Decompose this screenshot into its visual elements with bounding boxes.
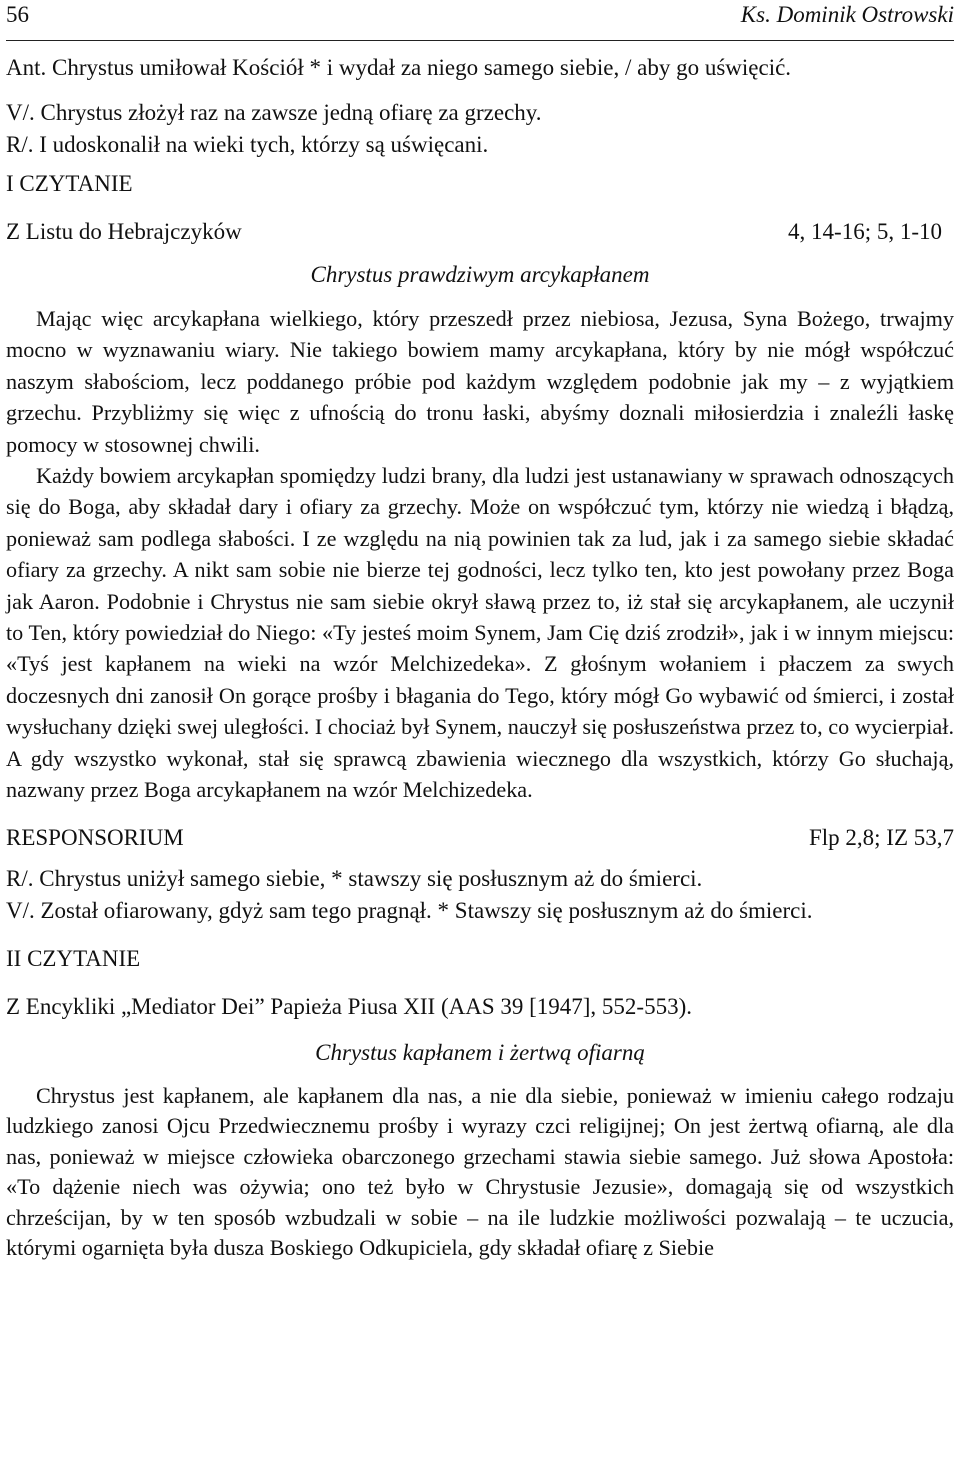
- responsorium-versicle: V/. Został ofiarowany, gdyż sam tego pragnął. * Stawszy się posłusznym aż do śmierci.: [6, 897, 813, 923]
- reading2-paragraph: Chrystus jest kapłanem, ale kapłanem dla nas, a nie dla siebie, ponieważ w imieniu całego rodzaju ludzkiego zanosi Ojcu Przedwiecznemu prośby i wyrazy czci religijnej; On jest żertwą ofiarną, ale dla nas, ponieważ w miejsce człowieka obarczonego grzechami stawia siebie samego. Już słowa Apostoła: «To dążenie niech was ożywia; ono też było w Chrystusie Jezusie», domagają się od wszystkich chrześcijan, by w ten sposób wzbudzali w sobie – na ile ludzkie możliwości pozwalają – te uczucia, którymi ogarnięta była dusza Boskiego Odkupiciela, gdy składał ofiarę z Siebie: [6, 1082, 954, 1261]
- reading2-heading: II CZYTANIE: [6, 945, 141, 971]
- document-page: [6, 0, 954, 1264]
- responsorium-heading: RESPONSORIUM: [6, 824, 184, 850]
- reading1-source-row: [6, 216, 954, 248]
- reading1-source: Z Listu do Hebrajczyków: [6, 219, 242, 244]
- versicle-line: V/. Chrystus złożył raz na zawsze jedną ofiarę za grzechy.: [6, 100, 542, 125]
- responsorium-response: R/. Chrystus uniżył samego siebie, * stawszy się posłusznym aż do śmierci.: [6, 865, 703, 891]
- reading1-paragraph-2: Każdy bowiem arcykapłan spomiędzy ludzi brany, dla ludzi jest ustanawiany w sprawach odnoszących się do Boga, aby składał dary i ofiary za grzechy. Może on współczuć tym, którzy nie wiedzą i błądzą, ponieważ sam podlega słabości. I ze względu na nią powinien tak za lud, jak i za samego siebie składać ofiary za grzechy. A nikt sam sobie nie bierze tej godności, lecz tylko ten, kto jest powołany przez Boga jak Aaron. Podobnie i Chrystus nie sam siebie okrył sławą przez to, iż stał się arcykapłanem, ale uczynił to Ten, który powiedział do Niego: «Ty jesteś moim Synem, Jam Cię dziś zrodził», jak i w innym miejscu: «Tyś jest kapłanem na wieki na wzór Melchizedeka». Z głośnym wołaniem i płaczem za swych doczesnych dni zanosił On gorące prośby i błagania do Tego, który mógł Go wybawić od śmierci, i został wysłuchany dzięki swej uległości. I chociaż był Synem, nauczył się posłuszeństwa przez to, co wycierpiał. A gdy wszystko wykonał, stał się sprawcą zbawienia wiecznego dla wszystkich, którzy Go słuchają, nazwany przez Boga arcykapłanem na wzór Melchizedeka.: [6, 463, 954, 803]
- running-author: Ks. Dominik Ostrowski: [740, 2, 954, 27]
- page-number: 56: [6, 2, 29, 27]
- reading1-paragraph-1: Mając więc arcykapłana wielkiego, który przeszedł przez niebiosa, Jezusa, Syna Bożego, trwajmy mocno w wyznawaniu wiary. Nie takiego bowiem mamy arcykapłana, który by nie mógł współczuć naszym słabościom, lecz poddanego próbie pod każdym względem podobnie jak my – z wyjątkiem grzechu. Przybliżmy się więc z ufnością do tronu łaski, abyśmy doznali miłosierdzia i znaleźli łaskę pomocy w stosownej chwili.: [6, 306, 954, 457]
- reading1-reference: 4, 14-16; 5, 1-10: [788, 219, 942, 244]
- response-line: R/. I udoskonalił na wieki tych, którzy są uświęcani.: [6, 132, 489, 157]
- page-header: [6, 0, 954, 41]
- reading1-heading: I CZYTANIE: [6, 171, 133, 196]
- responsorium-row: [6, 822, 954, 854]
- reading2-subtitle: Chrystus kapłanem i żertwą ofiarną: [315, 1039, 645, 1065]
- antiphon-line: Ant. Chrystus umiłował Kościół * i wydał za niego samego siebie, / aby go uświęcić.: [6, 55, 792, 80]
- reading1-subtitle: Chrystus prawdziwym arcykapłanem: [310, 262, 650, 287]
- reading2-source: Z Encykliki „Mediator Dei” Papieża Piusa XII (AAS 39 [1947], 552-553).: [6, 993, 693, 1019]
- responsorium-reference: Flp 2,8; IZ 53,7: [808, 824, 954, 850]
